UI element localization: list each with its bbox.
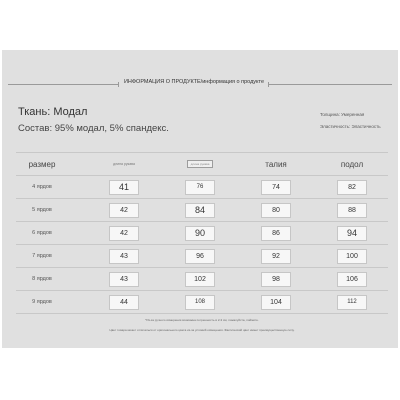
fabric-properties — [320, 112, 384, 130]
color-note: Цвет товара может отличаться от оригинального цвета из-за условий освещения. Фактический цвет имеет преимущественную силу. — [109, 328, 295, 332]
sleeve-cell: 42 — [92, 224, 156, 242]
size-label: 4 ярдов — [32, 184, 52, 190]
section-header — [2, 76, 398, 90]
sleeve-cell: 43 — [92, 247, 156, 265]
hem-cell: 94 — [320, 224, 384, 242]
hem-cell: 88 — [320, 201, 384, 219]
header-size: размер — [28, 159, 56, 169]
header-sleeve: длина рукава — [113, 162, 135, 166]
header-tick-left — [118, 82, 119, 87]
table-row — [16, 176, 388, 198]
waist-cell: 80 — [244, 201, 308, 219]
waist-cell: 98 — [244, 270, 308, 288]
table-row — [16, 268, 388, 290]
size-label: 5 ярдов — [32, 207, 52, 213]
hem-cell: 112 — [320, 293, 384, 311]
elasticity-label: Эластичность: Эластичность — [320, 124, 381, 129]
table-row — [16, 291, 388, 313]
size-label: 7 ярдов — [32, 253, 52, 259]
table-header-row — [16, 153, 388, 175]
sleeve2-cell: 76 — [168, 178, 232, 196]
fabric-composition: Состав: 95% модал, 5% спандекс. — [18, 123, 169, 134]
header-waist: талия — [265, 159, 287, 169]
sleeve2-cell: 108 — [168, 293, 232, 311]
hem-cell: 82 — [320, 178, 384, 196]
header-hem: подол — [340, 159, 364, 169]
sleeve2-cell: 90 — [168, 224, 232, 242]
waist-cell: 86 — [244, 224, 308, 242]
table-row — [16, 245, 388, 267]
size-label: 8 ярдов — [32, 276, 52, 282]
section-title: ИНФОРМАЦИЯ О ПРОДУКТЕ/информация о продукте — [123, 79, 265, 85]
fabric-name: Ткань: Модал — [18, 106, 88, 118]
waist-cell: 74 — [244, 178, 308, 196]
product-info-panel — [2, 50, 398, 348]
waist-cell: 92 — [244, 247, 308, 265]
sleeve-cell: 41 — [92, 178, 156, 196]
table-row — [16, 199, 388, 221]
sleeve-cell: 43 — [92, 270, 156, 288]
hem-cell: 106 — [320, 270, 384, 288]
sleeve2-cell: 96 — [168, 247, 232, 265]
table-row — [16, 222, 388, 244]
hem-cell: 100 — [320, 247, 384, 265]
size-label: 9 ярдов — [32, 299, 52, 305]
thickness-label: Толщина: Умеренная — [320, 112, 365, 117]
sleeve2-cell: 102 — [168, 270, 232, 288]
header-rule-right — [268, 84, 392, 85]
header-sleeve-box: длина рукава — [168, 155, 232, 173]
sleeve-cell: 44 — [92, 293, 156, 311]
waist-cell: 104 — [244, 293, 308, 311]
measurement-note: *Из-за ручного измерения возможна погрешность в 2-3 см, пожалуйста, поймите. — [145, 318, 259, 322]
header-rule-left — [8, 84, 118, 85]
table-rule — [16, 313, 388, 314]
size-label: 6 ярдов — [32, 230, 52, 236]
sleeve2-cell: 84 — [168, 201, 232, 219]
sleeve-cell: 42 — [92, 201, 156, 219]
